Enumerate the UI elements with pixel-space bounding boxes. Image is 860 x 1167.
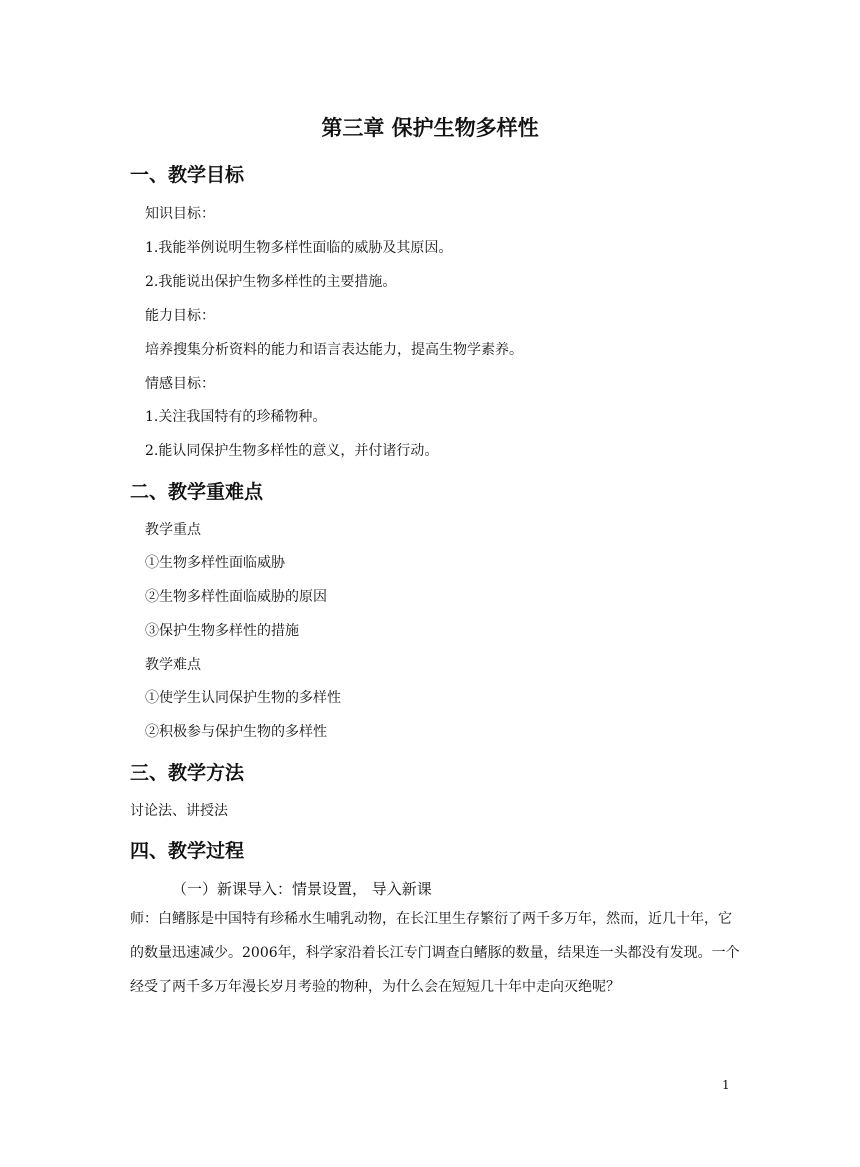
- page-title: 第三章 保护生物多样性: [321, 116, 539, 140]
- text-line: 2.我能说出保护生物多样性的主要措施。: [145, 274, 397, 290]
- text-line: 培养搜集分析资料的能力和语言表达能力，提高生物学素养。: [145, 342, 523, 358]
- text-line: 1.我能举例说明生物多样性面临的威胁及其原因。: [145, 240, 453, 256]
- text-line: 知识目标：: [145, 206, 215, 222]
- section-heading-objectives: 一、教学目标: [130, 164, 245, 186]
- page-number: 1: [722, 1078, 730, 1092]
- text-line: 1.关注我国特有的珍稀物种。: [145, 409, 327, 425]
- subheading-intro: （一）新课导入：情景设置， 导入新课: [172, 880, 432, 898]
- text-line: ①使学生认同保护生物的多样性: [145, 690, 341, 706]
- section-heading-key-points: 二、教学重难点: [130, 481, 264, 503]
- body-paragraph: 师：白鳍豚是中国特有珍稀水生哺乳动物，在长江里生存繁衍了两千多万年，然而，近几十年，它的数量迅速减少。2006年，科学家沿着长江专门调查白鳍豚的数量，结果连一头都没有发现。一个经受了两千多万年漫长岁月考验的物种，为什么会在短短几十年中走向灭绝呢？: [130, 911, 740, 995]
- text-line: ②生物多样性面临威胁的原因: [145, 589, 327, 605]
- text-line: 能力目标：: [145, 308, 215, 324]
- section-heading-process: 四、教学过程: [130, 840, 245, 862]
- text-line: 情感目标：: [145, 376, 215, 392]
- text-line: 教学重点: [145, 522, 201, 538]
- text-line: ②积极参与保护生物的多样性: [145, 724, 327, 740]
- text-line: 教学难点: [145, 657, 201, 673]
- text-line: ③保护生物多样性的措施: [145, 623, 299, 639]
- section-heading-methods: 三、教学方法: [130, 762, 245, 784]
- text-line: 讨论法、讲授法: [130, 803, 228, 819]
- text-line: ①生物多样性面临威胁: [145, 555, 285, 571]
- text-line: 2.能认同保护生物多样性的意义，并付诸行动。: [145, 443, 439, 459]
